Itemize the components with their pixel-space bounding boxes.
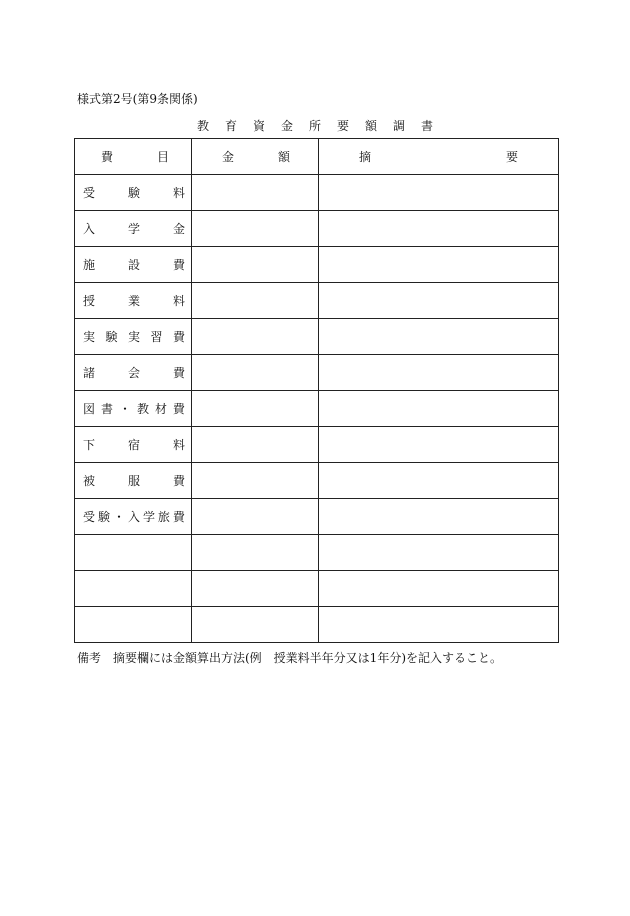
remarks-cell[interactable] [319,211,559,247]
amount-cell[interactable] [192,427,319,463]
item-cell: 被 服 費 [75,463,192,499]
item-cell [75,607,192,643]
form-number: 様式第2号(第9条関係) [77,92,198,106]
table-row [75,247,559,283]
amount-cell[interactable] [192,499,319,535]
amount-cell[interactable] [192,247,319,283]
header-remarks: 摘 要 [319,139,559,175]
table-row [75,355,559,391]
table-row [75,211,559,247]
item-cell: 受 験 料 [75,175,192,211]
remarks-cell[interactable] [319,247,559,283]
remarks-cell[interactable] [319,463,559,499]
amount-cell[interactable] [192,463,319,499]
table-row [75,391,559,427]
remarks-cell[interactable] [319,571,559,607]
item-cell: 受 験 ・ 入 学 旅 費 [75,499,192,535]
table-row [75,175,559,211]
table-row [75,571,559,607]
table-row [75,535,559,571]
remarks-cell[interactable] [319,283,559,319]
amount-cell[interactable] [192,571,319,607]
item-cell: 図 書 ・ 教 材 費 [75,391,192,427]
amount-cell[interactable] [192,283,319,319]
header-amount: 金 額 [192,139,319,175]
table-row [75,283,559,319]
header-item: 費 目 [75,139,192,175]
amount-cell[interactable] [192,175,319,211]
item-cell [75,535,192,571]
amount-cell[interactable] [192,211,319,247]
remarks-note: 備考 摘要欄には金額算出方法(例 授業料半年分又は1年分)を記入すること。 [77,651,503,665]
amount-cell[interactable] [192,391,319,427]
remarks-cell[interactable] [319,319,559,355]
table-row [75,319,559,355]
table-header-row [75,139,559,175]
remarks-cell[interactable] [319,355,559,391]
remarks-cell[interactable] [319,499,559,535]
item-cell: 授 業 料 [75,283,192,319]
table-row [75,427,559,463]
document-title: 教育資金所要額調書 [196,119,449,133]
item-cell: 下 宿 料 [75,427,192,463]
item-cell: 施 設 費 [75,247,192,283]
table-row [75,499,559,535]
table-row [75,607,559,643]
remarks-cell[interactable] [319,427,559,463]
item-cell: 実 験 実 習 費 [75,319,192,355]
amount-cell[interactable] [192,535,319,571]
table-row [75,463,559,499]
item-cell [75,571,192,607]
item-cell: 諸 会 費 [75,355,192,391]
item-cell: 入 学 金 [75,211,192,247]
expense-table [74,138,559,643]
remarks-cell[interactable] [319,607,559,643]
remarks-cell[interactable] [319,175,559,211]
remarks-cell[interactable] [319,535,559,571]
amount-cell[interactable] [192,355,319,391]
amount-cell[interactable] [192,319,319,355]
amount-cell[interactable] [192,607,319,643]
remarks-cell[interactable] [319,391,559,427]
